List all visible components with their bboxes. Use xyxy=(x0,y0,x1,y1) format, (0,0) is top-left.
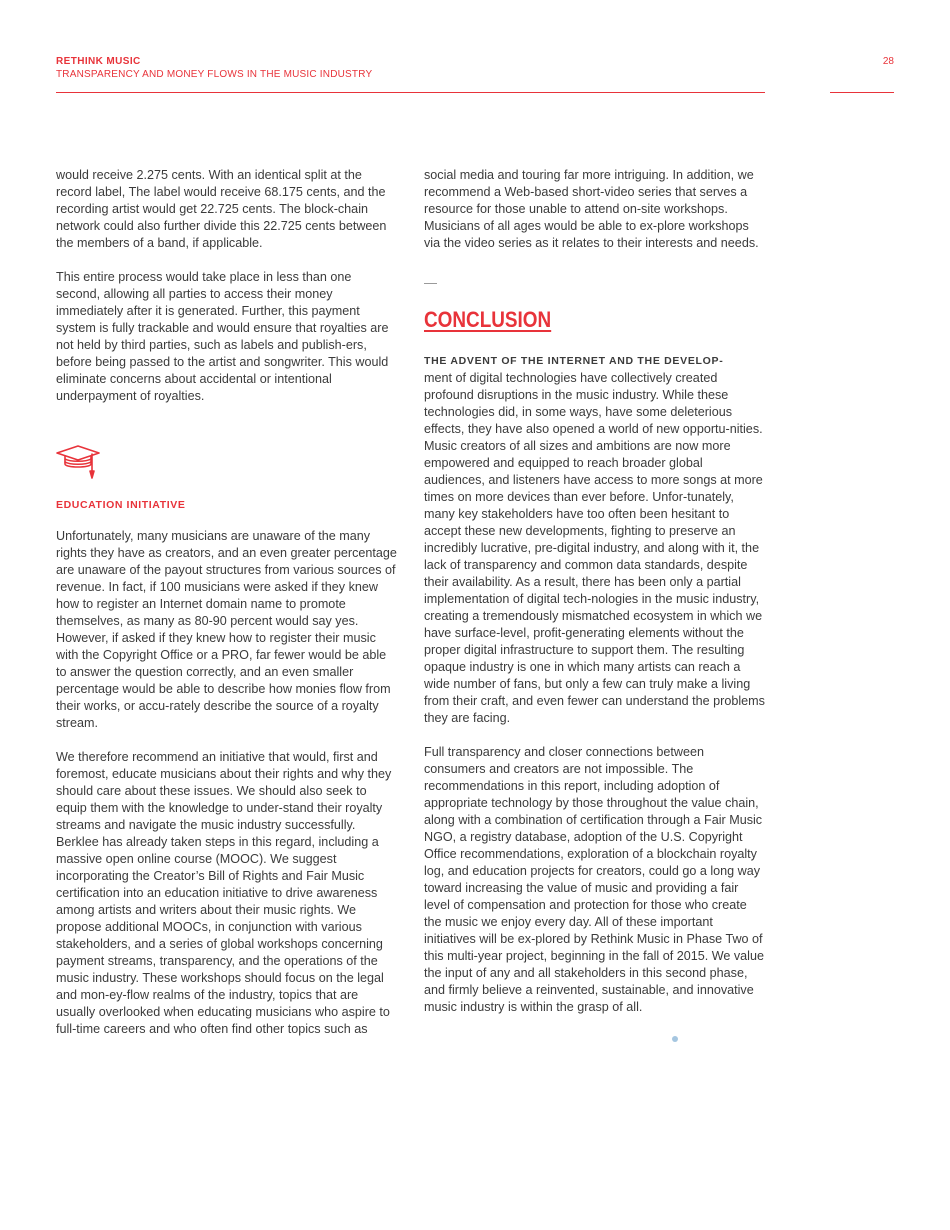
body-paragraph: We therefore recommend an initiative that would, first and foremost, educate musicians about their rights and why they should care about these issues. We should also seek to equip them with the knowledge to under-stand their royalty streams and navigate the music industry successfully. Berklee has already taken steps in this regard, including a massive open online course (MOOC). We suggest incorporating the Creator’s Bill of Rights and Fair Music certification into an education initiative to drive awareness among artists and writers about their music rights. We propose additional MOOCs, in conjunction with various stakeholders, and a series of global workshops concerning payment streams, transparency, and the operations of the music industry. These workshops should focus on the legal and mon-ey-flow realms of the industry, topics that are usually overlooked when educating musicians who aspire to full-time careers and who often find other topics such as xyxy=(56,750,392,1036)
body-paragraph: would receive 2.275 cents. With an identical split at the record label, The label would receive 68.175 cents, and the recording artist would get 22.725 cents. The block-chain network could also further divide this 22.725 cents between the members of a band, if applicable. xyxy=(56,168,387,250)
graduation-cap-icon xyxy=(56,445,100,479)
header-rule xyxy=(56,92,765,93)
left-column xyxy=(56,167,398,1038)
report-brand: RETHINK MUSIC xyxy=(56,56,141,67)
page-number: 28 xyxy=(882,56,894,67)
lead-in: THE ADVENT OF THE INTERNET AND THE DEVELOP- xyxy=(424,355,724,367)
report-subtitle: TRANSPARENCY AND MONEY FLOWS IN THE MUSIC INDUSTRY xyxy=(56,69,373,80)
body-paragraph: Full transparency and closer connections between consumers and creators are not impossible. The recommendations in this report, including adoption of appropriate technology by those throughout the value chain, along with a combination of certification through a Fair Music NGO, a registry database, adoption of the U.S. Copyright Office recommendations, exploration of a blockchain royalty log, and education projects for creators, could go a long way toward increasing the value of music and providing a fair level of compensation and protection for those who create the music we enjoy every day. All of these important initiatives will be ex-plored by Rethink Music in Phase Two of this multi-year project, beginning in the fall of 2015. We value the input of any and all stakeholders in this second phase, and firmly believe a reinvented, sustainable, and innovative music industry is within the grasp of all. xyxy=(424,745,764,1014)
right-column xyxy=(424,167,766,1016)
section-divider xyxy=(424,283,437,284)
body-paragraph: Unfortunately, many musicians are unaware of the many rights they have as creators, and an even greater percentage are unaware of the payout structures from various sources of revenue. In fact, if 100 musicians were asked if they knew how to register an Internet domain name to promote themselves, as many as 80-90 percent would say yes. However, if asked if they knew how to register their music with the Copyright Office or a PRO, far fewer would be able to answer the question correctly, and an even smaller percentage would be able to describe how monies flow from their works, or accu-rately describe the source of a royalty stream. xyxy=(56,529,397,730)
conclusion-paragraph xyxy=(424,352,766,727)
section-heading: EDUCATION INITIATIVE xyxy=(56,499,186,511)
header-rule-short xyxy=(830,92,894,93)
conclusion-title: CONCLUSION xyxy=(424,307,552,332)
conclusion-text: ment of digital technologies have collectively created profound disruptions in the music industry. While these technologies did, in some ways, have some deleterious effects, they have also opened a world of new opportu-nities. Music creators of all sizes and ambitions are now more empowered and equipped to reach broader global audiences, and listeners have access to more songs at more times on more devices than ever before. Unfor-tunately, many key stakeholders have too often been hesitant to accept these new developments, fighting to preserve an incredibly lucrative, pre-digital industry, and along with it, the lack of transparency and common data standards, despite their availability. As a result, there has been only a partial implementation of digital tech-nologies in the music industry, creating a tremendously mismatched ecosystem in which we have surface-level, profit-generating elements without the proper digital infrastructure to support them. The resulting opaque industry is one in which many artists can reach a wide number of fans, but only a few can truly make a living from their craft, and even fewer can understand the problems they are facing. xyxy=(424,371,765,725)
body-paragraph: social media and touring far more intriguing. In addition, we recommend a Web-based short-video series that serves a resource for those unable to attend on-site workshops. Musicians of all ages would be able to ex-plore workshops via the video series as it relates to their interests and needs. xyxy=(424,168,759,250)
cursor-indicator xyxy=(672,1036,678,1042)
body-paragraph: This entire process would take place in less than one second, allowing all parties to access their money immediately after it is generated. Further, this payment system is fully trackable and would ensure that royalties are not held by third parties, such as labels and publish-ers, before being passed to the artist and songwriter. This would eliminate concerns about accidental or intentional underpayment of royalties. xyxy=(56,270,389,403)
